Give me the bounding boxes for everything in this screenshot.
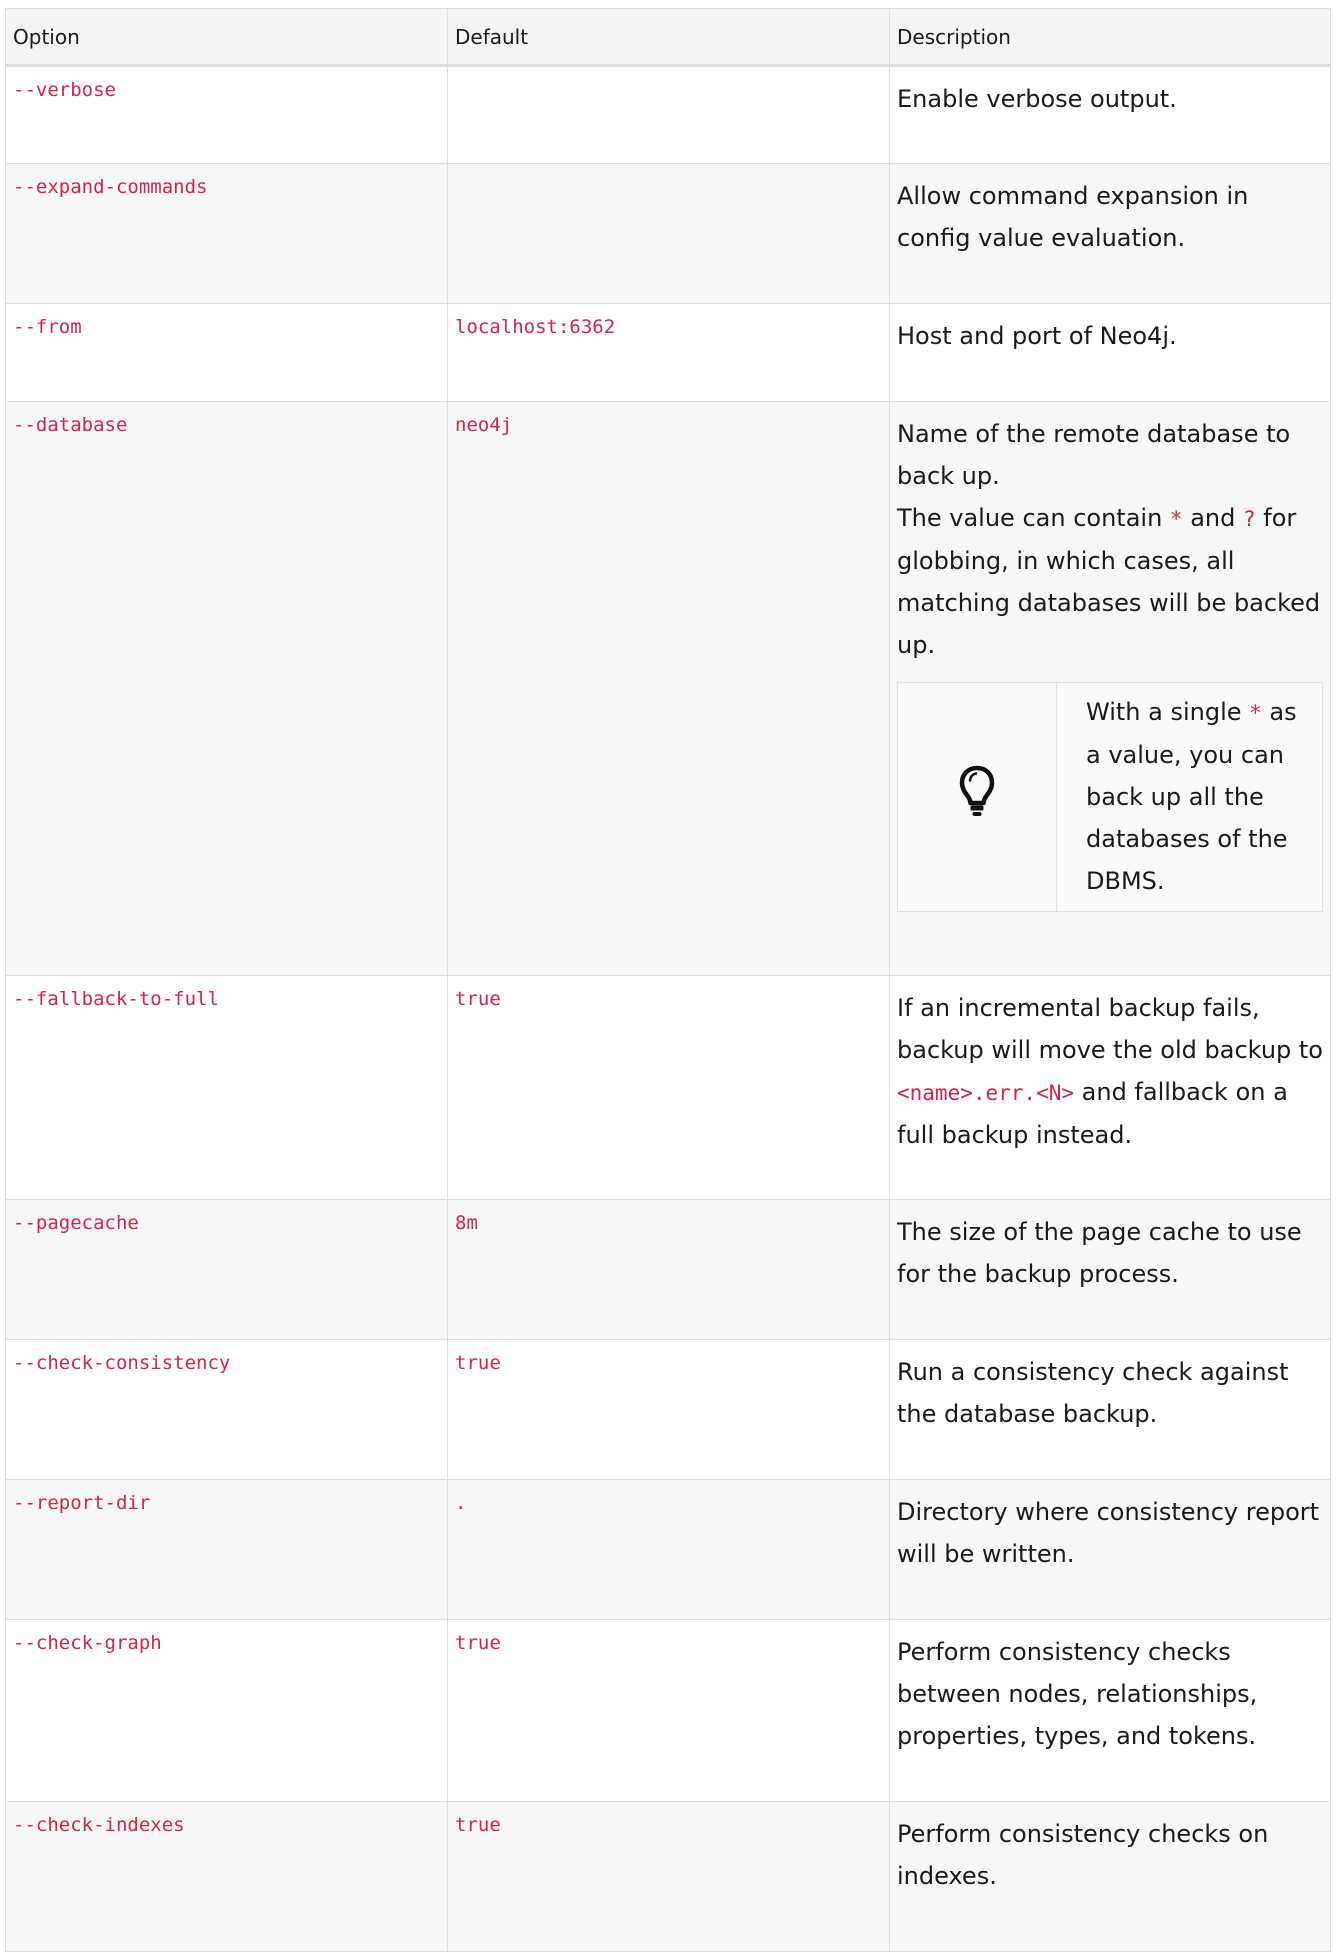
option-cell: --expand-commands xyxy=(6,164,448,304)
description-cell: Perform consistency checks on indexes. xyxy=(890,1802,1331,1952)
table-row xyxy=(6,1340,1331,1480)
tip-text: With a single * as a value, you can back up all the databases of the DBMS. xyxy=(1086,698,1297,895)
description-cell: Allow command expansion in config value evaluation. xyxy=(890,164,1331,304)
default-cell: true xyxy=(448,1802,890,1952)
option-cell: --report-dir xyxy=(6,1480,448,1620)
default-cell: true xyxy=(448,1620,890,1802)
option-cell: --from xyxy=(6,304,448,402)
tip-box xyxy=(897,682,1323,912)
table-row xyxy=(6,304,1331,402)
table-header-row xyxy=(6,9,1331,66)
table-row xyxy=(6,976,1331,1200)
default-cell xyxy=(448,164,890,304)
description-cell: Host and port of Neo4j. xyxy=(890,304,1331,402)
option-cell: --check-indexes xyxy=(6,1802,448,1952)
description-cell xyxy=(890,402,1331,976)
description-paragraph: Name of the remote database to back up. xyxy=(897,420,1291,490)
inline-code: ? xyxy=(1242,507,1256,531)
options-table xyxy=(5,8,1331,1952)
option-cell: --pagecache xyxy=(6,1200,448,1340)
description-cell: If an incremental backup fails, backup will move the old backup to <name>.err.<N> and fallback on a full backup instead. xyxy=(890,976,1331,1200)
default-cell: 8m xyxy=(448,1200,890,1340)
default-cell: neo4j xyxy=(448,402,890,976)
description-cell: Enable verbose output. xyxy=(890,66,1331,164)
default-cell: . xyxy=(448,1480,890,1620)
table-row xyxy=(6,1200,1331,1340)
tip-icon-cell xyxy=(898,683,1057,911)
table-row xyxy=(6,1802,1331,1952)
description-cell: The size of the page cache to use for the backup process. xyxy=(890,1200,1331,1340)
header-option: Option xyxy=(6,9,448,66)
description-cell: Run a consistency check against the database backup. xyxy=(890,1340,1331,1480)
description-cell: Directory where consistency report will be written. xyxy=(890,1480,1331,1620)
default-cell: true xyxy=(448,976,890,1200)
inline-code: * xyxy=(1249,701,1262,725)
option-cell: --fallback-to-full xyxy=(6,976,448,1200)
table-row xyxy=(6,1480,1331,1620)
header-description: Description xyxy=(890,9,1331,66)
table-row xyxy=(6,402,1331,976)
inline-code: * xyxy=(1169,507,1183,531)
option-cell: --check-graph xyxy=(6,1620,448,1802)
header-default: Default xyxy=(448,9,890,66)
table-row xyxy=(6,1620,1331,1802)
inline-code: <name>.err.<N> xyxy=(897,1081,1075,1105)
description-cell: Perform consistency checks between nodes, relationships, properties, types, and tokens. xyxy=(890,1620,1331,1802)
default-cell xyxy=(448,66,890,164)
options-table-container xyxy=(5,8,1330,1952)
default-cell: true xyxy=(448,1340,890,1480)
description-paragraph: The value can contain * and ? for globbing, in which cases, all matching databases will be backed up. xyxy=(897,504,1321,659)
table-row xyxy=(6,66,1331,164)
table-row xyxy=(6,164,1331,304)
option-cell: --verbose xyxy=(6,66,448,164)
option-cell: --check-consistency xyxy=(6,1340,448,1480)
option-cell: --database xyxy=(6,402,448,976)
lightbulb-icon xyxy=(959,765,995,830)
default-cell: localhost:6362 xyxy=(448,304,890,402)
